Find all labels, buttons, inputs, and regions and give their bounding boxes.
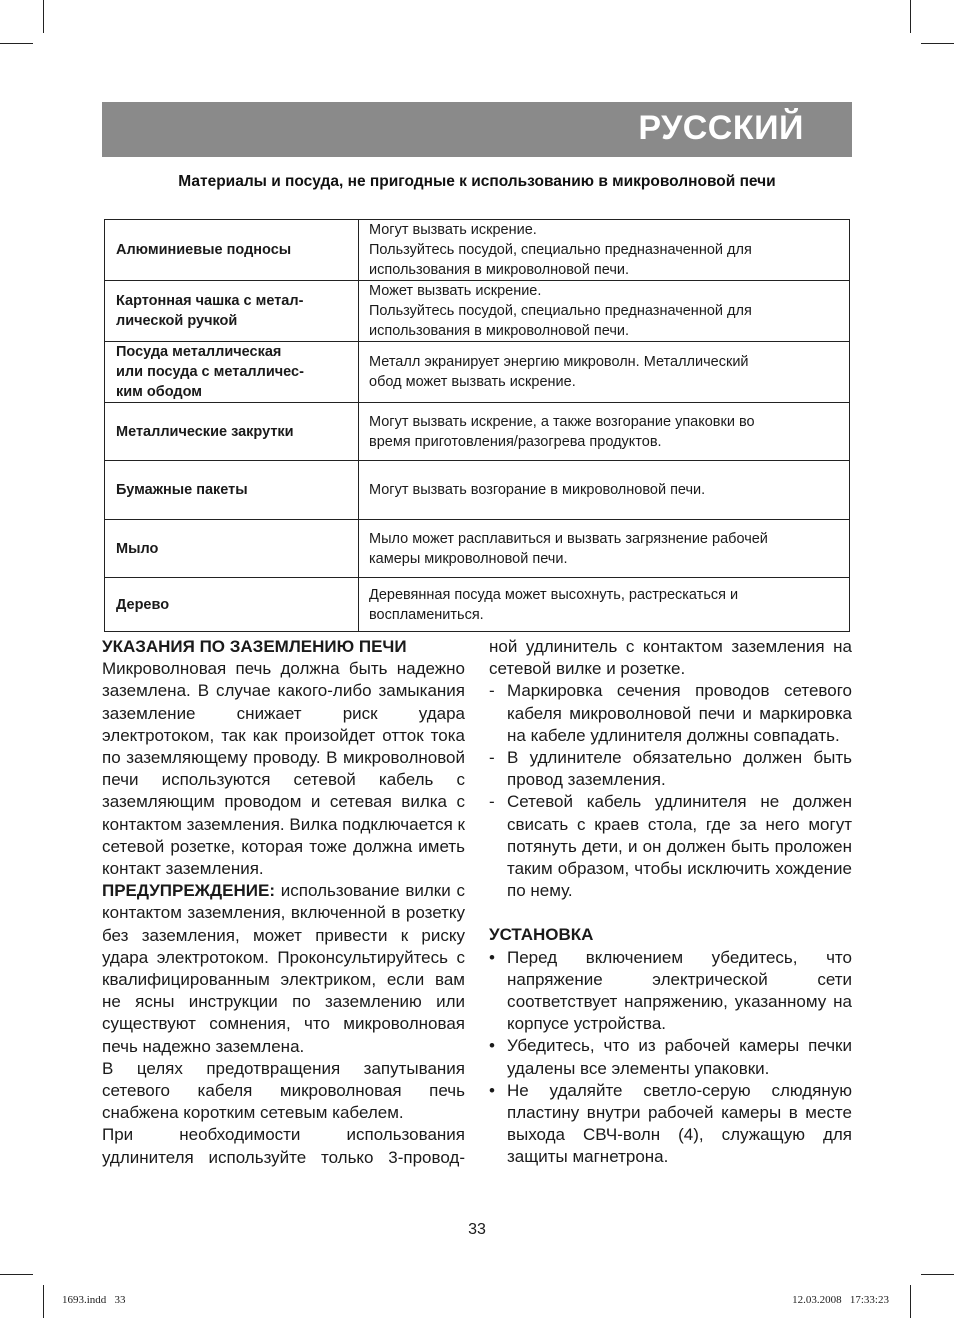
material-cell: Картонная чашка с метал- лической ручкой: [105, 281, 359, 342]
list-item: • Перед включением убедитесь, что напряжение электрической сети соответствует напряжению, указанному на корпусе устройства.: [489, 947, 852, 1034]
description-line: обод может вызвать искрение.: [369, 374, 576, 390]
description-line: Пользуйтесь посудой, специально предназначенной для: [369, 242, 752, 258]
list-item: • Не удаляйте светло-серую слюдяную пластину внутри рабочей камеры в месте выхода СВЧ-волн (4), служащую для защиты магнетрона.: [489, 1080, 852, 1167]
extension-paragraph: При необходимости использования удлинителя используйте только 3-провод-: [102, 1125, 465, 1167]
description-line: использования в микроволновой печи.: [369, 323, 630, 339]
page-number: 33: [468, 1221, 486, 1238]
list-item: - Сетевой кабель удлинителя не должен свисать с краев стола, где за него могут потянуть дети, и он должен быть проложен таким образом, чтобы исключить хождение по нему.: [489, 792, 852, 901]
material-cell: Посуда металлическая или посуда с металличес- ким ободом: [105, 342, 359, 403]
warning-paragraph: [102, 880, 465, 1058]
table-row: [105, 281, 850, 342]
material-cell: Алюминиевые подносы: [105, 220, 359, 281]
description-cell: [359, 342, 850, 403]
crop-mark: [0, 43, 33, 44]
crop-mark: [921, 1274, 954, 1275]
description-line: использования в микроволновой печи.: [369, 262, 630, 278]
list-item: - Маркировка сечения проводов сетевого кабеля микроволновой печи и маркировка на кабеле удлинителя должны совпадать.: [489, 681, 852, 745]
description-cell: [359, 461, 850, 520]
installation-heading: УСТАНОВКА: [489, 925, 594, 945]
table-row: [105, 578, 850, 632]
grounding-dash-list: [489, 680, 852, 902]
cable-paragraph: В целях предотвращения запутывания сетевого кабеля микроволновая печь снабжена коротким сетевым кабелем.: [102, 1058, 465, 1123]
grounding-paragraph: Микроволновая печь должна быть надежно заземлена. В случае какого-либо замыкания заземление снижает риск удара электротоком, так как произойдет отток тока по заземляющему проводу. В микроволновой печи используются сетевой кабель с заземляющим проводом и сетевая вилка с контактом заземления. Вилка подключается к сетевой розетке, которая тоже должна иметь контакт заземления.: [102, 659, 465, 879]
grounding-heading: УКАЗАНИЯ ПО ЗАЗЕМЛЕНИЮ ПЕЧИ: [102, 637, 407, 656]
materials-table: [104, 219, 850, 632]
description-line: Может вызвать искрение.: [369, 283, 542, 299]
crop-mark: [910, 1285, 911, 1318]
description-cell: [359, 281, 850, 342]
crop-mark: [921, 43, 954, 44]
description-line: Могут вызвать искрение.: [369, 222, 537, 238]
table-row: [105, 220, 850, 281]
description-cell: [359, 403, 850, 461]
description-line: воспламениться.: [369, 606, 484, 623]
description-line: Деревянная посуда может высохнуть, растрескаться и: [369, 586, 739, 603]
description-line: Могут вызвать искрение, а также возгорание упаковки во: [369, 413, 755, 430]
language-title: РУССКИЙ: [638, 109, 804, 147]
list-item: - В удлинителе обязательно должен быть провод заземления.: [489, 748, 852, 790]
material-cell: Мыло: [105, 520, 359, 578]
slug-datetime: 12.03.2008 17:33:23: [792, 1294, 889, 1306]
description-line: Могут вызвать возгорание в микроволновой печи.: [369, 482, 706, 498]
description-line: Пользуйтесь посудой, специально предназначенной для: [369, 303, 752, 319]
description-cell: [359, 578, 850, 632]
crop-mark: [910, 0, 911, 33]
table-row: [105, 520, 850, 578]
material-cell: Дерево: [105, 578, 359, 632]
left-column: [102, 636, 465, 1169]
language-header-bar: [102, 102, 852, 157]
extension-paragraph-continued: ной удлинитель с контактом заземления на сетевой вилке и розетке.: [489, 637, 852, 679]
description-line: Мыло может расплавиться и вызвать загрязнение рабочей: [369, 530, 768, 547]
table-row: [105, 461, 850, 520]
material-cell: Металлические закрутки: [105, 403, 359, 461]
crop-mark: [0, 1274, 33, 1275]
table-row: [105, 403, 850, 461]
crop-mark: [43, 1285, 44, 1318]
installation-list: [489, 947, 852, 1169]
slug-file: 1693.indd 33: [62, 1294, 126, 1306]
description-line: Металл экранирует энергию микроволн. Металлический: [369, 354, 749, 370]
right-column: [489, 636, 852, 1169]
crop-mark: [43, 0, 44, 33]
description-line: камеры микроволновой печи.: [369, 550, 568, 567]
section-heading: Материалы и посуда, не пригодные к использованию в микроволновой печи: [178, 173, 776, 190]
table-row: [105, 342, 850, 403]
warning-label: ПРЕДУПРЕЖДЕНИЕ:: [102, 881, 275, 901]
warning-text: использование вилки с контактом заземления, включенной в розетку без заземления, может привести к риску удара электротоком. Проконсультируйтесь с квалифицированным электриком, если вам не ясны инструкции по заземлению или существуют сомнения, что микроволновая печь надежно заземлена.: [102, 881, 465, 1056]
description-cell: [359, 220, 850, 281]
material-cell: Бумажные пакеты: [105, 461, 359, 520]
description-line: время приготовления/разогрева продуктов.: [369, 433, 662, 450]
list-item: • Убедитесь, что из рабочей камеры печки удалены все элементы упаковки.: [489, 1036, 852, 1078]
description-cell: [359, 520, 850, 578]
